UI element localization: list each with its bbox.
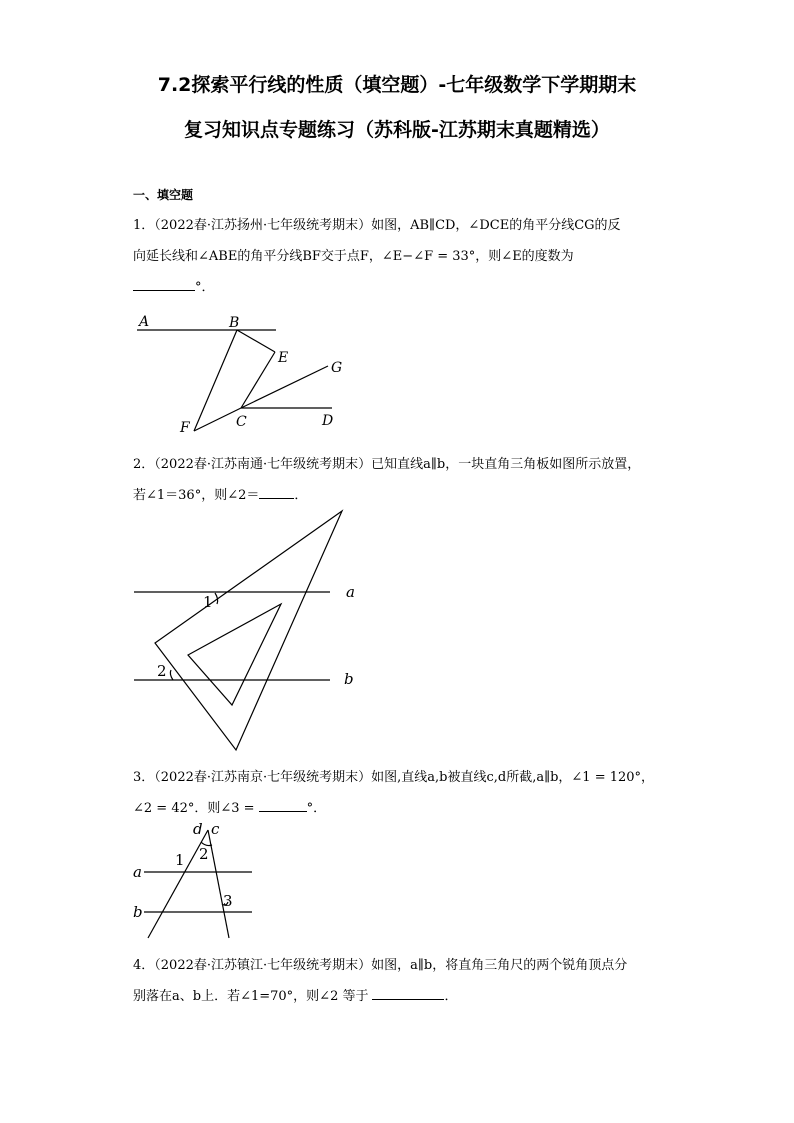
q3-label-b: b xyxy=(133,903,143,921)
q2-text-prefix: 若∠1＝36°，则∠2＝ xyxy=(133,488,260,503)
q3-label-3: 3 xyxy=(223,892,233,910)
q2-text-line-1: 2．（2022春·江苏南通·七年级统考期末）已知直线a∥b，一块直角三角板如图所示放置， xyxy=(133,457,641,472)
q1-text-suffix: °． xyxy=(195,280,215,295)
q1-text-line-2: 向延长线和∠ABE的角平分线BF交于点F，∠E−∠F = 33°，则∠E的度数为 xyxy=(133,249,574,264)
q4-text-suffix: ． xyxy=(444,989,458,1004)
q2-label-2: 2 xyxy=(157,662,167,680)
q1-text-line-1: 1．（2022春·江苏扬州·七年级统考期末）如图，AB∥CD，∠DCE的角平分线CG的反 xyxy=(133,218,621,233)
q3-label-d: d xyxy=(193,820,203,838)
document-title-line-2: 复习知识点专题练习（苏科版-江苏期末真题精选） xyxy=(184,119,610,141)
q4-answer-blank[interactable] xyxy=(372,987,444,1000)
q3-label-1: 1 xyxy=(175,851,185,869)
q2-label-b: b xyxy=(344,670,354,688)
q3-label-c: c xyxy=(211,820,220,838)
q2-label-1: 1 xyxy=(203,593,213,611)
q3-text-prefix: ∠2 = 42°．则∠3 = xyxy=(133,801,255,816)
q1-label-d: D xyxy=(322,413,334,429)
q1-label-c: C xyxy=(236,414,247,430)
q1-label-f: F xyxy=(180,420,190,436)
q3-label-a: a xyxy=(133,863,142,881)
section-heading: 一、填空题 xyxy=(133,188,194,202)
document-title-line-1: 7.2探索平行线的性质（填空题）-七年级数学下学期期末 xyxy=(157,74,637,96)
q1-label-b: B xyxy=(229,315,240,331)
q4-text-prefix: 别落在a、b上．若∠1=70°，则∠2 等于 xyxy=(133,989,369,1004)
q1-label-a: A xyxy=(139,314,150,330)
q2-label-a: a xyxy=(346,583,355,601)
q4-text-line-1: 4．（2022春·江苏镇江·七年级统考期末）如图，a∥b，将直角三角尺的两个锐角顶点分 xyxy=(133,958,628,973)
q3-text-line-1: 3．（2022春·江苏南京·七年级统考期末）如图,直线a,b被直线c,d所截,a∥b，∠1 = 120°， xyxy=(133,770,655,785)
q4-text-line-2 xyxy=(133,985,457,1004)
q3-text-suffix: °． xyxy=(306,801,327,816)
q2-text-suffix: ． xyxy=(294,488,308,503)
q1-label-g: G xyxy=(331,360,343,376)
q3-label-2: 2 xyxy=(199,845,209,863)
q1-label-e: E xyxy=(278,350,289,366)
